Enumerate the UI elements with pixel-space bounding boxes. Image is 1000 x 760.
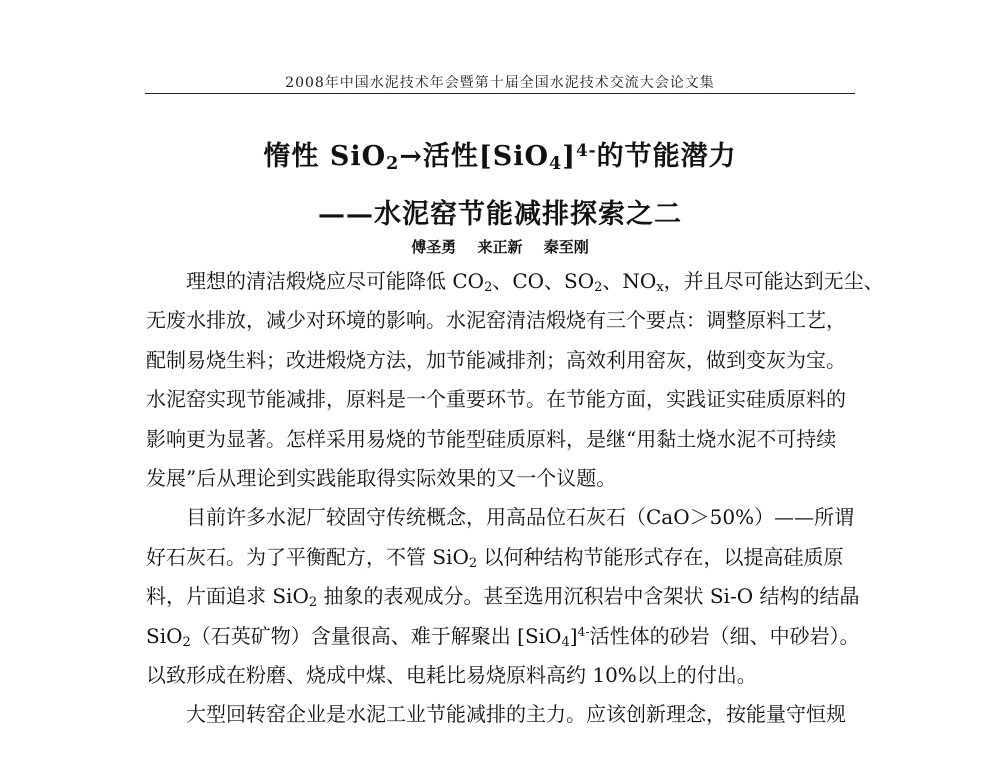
paper-subtitle: ——水泥窑节能减排探索之二 bbox=[318, 199, 682, 230]
text-line: 无废水排放，减少对环境的影响。水泥窑清洁煅烧有三个要点：调整原料工艺， bbox=[146, 308, 846, 333]
text-line: 大型回转窑企业是水泥工业节能减排的主力。应该创新理念，按能量守恒规 bbox=[186, 702, 846, 727]
body-text bbox=[146, 262, 884, 735]
header-rule bbox=[145, 93, 855, 94]
text-line: 以致形成在粉磨、烧成中煤、电耗比易烧原料高约 10%以上的付出。 bbox=[146, 663, 757, 688]
text-line: 发展”后从理论到实践能取得实际效果的又一个议题。 bbox=[146, 466, 617, 491]
text-line: 影响更为显著。怎样采用易烧的节能型硅质原料，是继“用黏土烧水泥不可持续 bbox=[146, 426, 837, 451]
text-line: 好石灰石。为了平衡配方，不管 SiO$_2$ 以何种结构节能形式存在，以提高硅质原 bbox=[146, 544, 844, 571]
text-line: 目前许多水泥厂较固守传统概念，用高品位石灰石（CaO＞50%）——所谓 bbox=[186, 505, 855, 530]
author-name: 来正新 bbox=[477, 238, 523, 256]
paper-title: 惰性 SiO$_2$→活性$[SiO_4]^{4-}$的节能潜力 bbox=[263, 139, 737, 174]
text-line: 理想的清洁煅烧应尽可能降低 $CO_2$、CO、$SO_2$、$NO_x$，并且尽可能达到无尘、 bbox=[186, 269, 884, 295]
text-line: 配制易烧生料；改进煅烧方法，加节能减排剂；高效利用窑灰，做到变灰为宝。 bbox=[146, 347, 846, 372]
running-header: 2008年中国水泥技术年会暨第十届全国水泥技术交流大会论文集 bbox=[285, 75, 715, 91]
text-line: SiO$_2$（石英矿物）含量很高、难于解聚出 $[SiO_4]^{4-}$活性体的砂岩（细、中砂岩）。 bbox=[146, 623, 860, 650]
author-list bbox=[0, 236, 1000, 257]
author-name: 秦至刚 bbox=[543, 238, 589, 256]
text-line: 料，片面追求 SiO$_2$ 抽象的表观成分。甚至选用沉积岩中含架状 Si-O 结构的结晶 bbox=[146, 584, 860, 611]
author-name: 傅圣勇 bbox=[411, 238, 457, 256]
text-line: 水泥窑实现节能减排，原料是一个重要环节。在节能方面，实践证实硅质原料的 bbox=[146, 387, 846, 412]
